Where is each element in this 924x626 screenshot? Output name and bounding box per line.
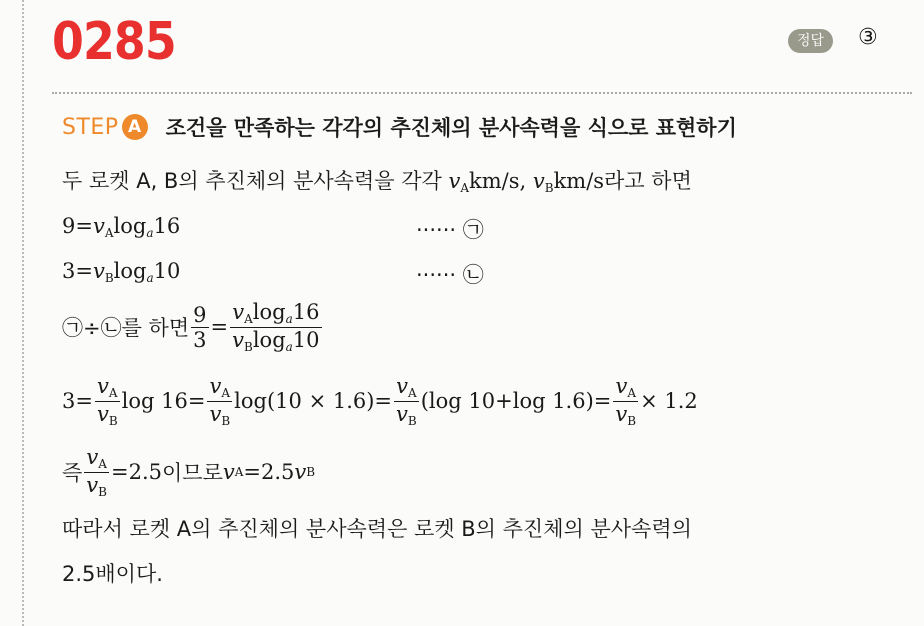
intro-text-tail: km/s라고 하면 [553, 169, 692, 193]
equation-2-marker [416, 259, 484, 289]
var-v: v [86, 445, 99, 469]
log: log [252, 327, 286, 352]
division-lead: ㉠÷㉡를 하면 [62, 316, 190, 341]
fraction-va-vb [84, 445, 109, 500]
log-arg: 10 [153, 259, 181, 283]
margin-dotted-line [22, 0, 24, 626]
conclusion-line-2: 2.5배이다. [62, 562, 163, 586]
fraction-9-3 [191, 303, 208, 352]
sub: A [244, 312, 253, 326]
fraction-va-vb [613, 374, 638, 429]
log-arg: 16 [153, 214, 181, 238]
denominator [230, 328, 321, 355]
log-arg: 10 [292, 327, 320, 352]
unit-text: km/s, [469, 169, 533, 193]
var-v: v [209, 374, 222, 398]
problem-number: 0285 [52, 12, 176, 72]
log: log [113, 214, 147, 238]
step-label: STEP [62, 114, 119, 140]
eq-term: =2.5 [243, 460, 295, 485]
eq4-lead: 즉 [62, 461, 83, 486]
eq-term: =2.5 [111, 460, 162, 485]
var-v: v [396, 374, 408, 398]
log-base: a [285, 312, 293, 326]
intro-line [62, 165, 692, 195]
circle-mark: ㉠ [462, 218, 484, 242]
sub: B [108, 413, 118, 428]
sub: B [244, 339, 253, 354]
circle-mark: ㉡ [462, 263, 484, 287]
sub: B [104, 271, 114, 285]
fraction-va-vb [95, 374, 120, 429]
sub: A [407, 386, 417, 400]
var-v: v [96, 401, 109, 426]
eq-term: log(10 × 1.6)= [234, 389, 393, 414]
sub: A [234, 465, 244, 480]
equation-3 [62, 374, 698, 429]
var-v: v [448, 169, 461, 193]
var-v: v [615, 401, 628, 426]
var-v: v [86, 472, 99, 497]
sub: A [221, 386, 231, 400]
eq-term: (log 10+log 1.6)= [420, 389, 612, 414]
equation-1 [62, 214, 180, 240]
sub: A [98, 457, 107, 471]
step-letter-badge: A [122, 114, 148, 140]
sub: B [98, 484, 107, 499]
equation-1-marker [416, 214, 484, 244]
step-title: 조건을 만족하는 각각의 추진체의 분사속력을 식으로 표현하기 [165, 116, 737, 140]
sub: A [627, 386, 637, 400]
var-v: v [92, 214, 105, 238]
answer-badge: 정답 [788, 29, 833, 53]
eq4-connector: 이므로 [162, 461, 223, 486]
eq-lhs: 3= [62, 259, 93, 283]
eq-lhs: 3= [62, 389, 93, 414]
dots: ······ [416, 263, 457, 287]
fraction-va-vb [207, 374, 232, 429]
var-v: v [222, 460, 235, 485]
sub-b: B [544, 181, 554, 195]
answer-value: ③ [858, 25, 878, 50]
log-base: a [146, 271, 154, 285]
header-divider [52, 92, 912, 94]
numerator [230, 300, 321, 328]
var-v: v [532, 169, 545, 193]
division-line [62, 300, 324, 355]
sub-a: A [460, 181, 470, 195]
sub: A [104, 226, 114, 240]
var-v: v [294, 460, 307, 485]
log: log [252, 300, 286, 324]
fraction-va-vb [394, 374, 419, 429]
var-v: v [92, 259, 105, 283]
conclusion-line-1: 따라서 로켓 A의 추진체의 분사속력은 로켓 B의 추진체의 분사속력의 [62, 517, 692, 541]
fraction-log-ratio [230, 300, 321, 355]
equals: = [210, 315, 229, 340]
numerator: 9 [193, 302, 207, 327]
var-v: v [232, 300, 245, 324]
log-arg: 16 [292, 300, 320, 324]
step-heading [62, 112, 737, 142]
equation-2 [62, 259, 180, 285]
eq-term: log 16= [121, 389, 206, 414]
sub: B [627, 413, 637, 428]
log-base: a [285, 339, 293, 354]
intro-text: 두 로켓 A, B의 추진체의 분사속력을 각각 [62, 169, 449, 193]
denominator: 3 [193, 327, 207, 352]
eq-lhs: 9= [62, 214, 93, 238]
sub: B [407, 413, 417, 428]
log: log [113, 259, 147, 283]
eq-term: × 1.2 [640, 389, 698, 414]
var-v: v [615, 374, 628, 398]
log-base: a [146, 226, 154, 240]
var-v: v [209, 401, 222, 426]
dots: ······ [416, 218, 457, 242]
sub: B [306, 465, 316, 480]
equation-4 [62, 445, 315, 500]
var-v: v [232, 327, 244, 352]
var-v: v [97, 374, 109, 398]
sub: A [108, 386, 118, 400]
var-v: v [396, 401, 408, 426]
sub: B [221, 413, 231, 428]
